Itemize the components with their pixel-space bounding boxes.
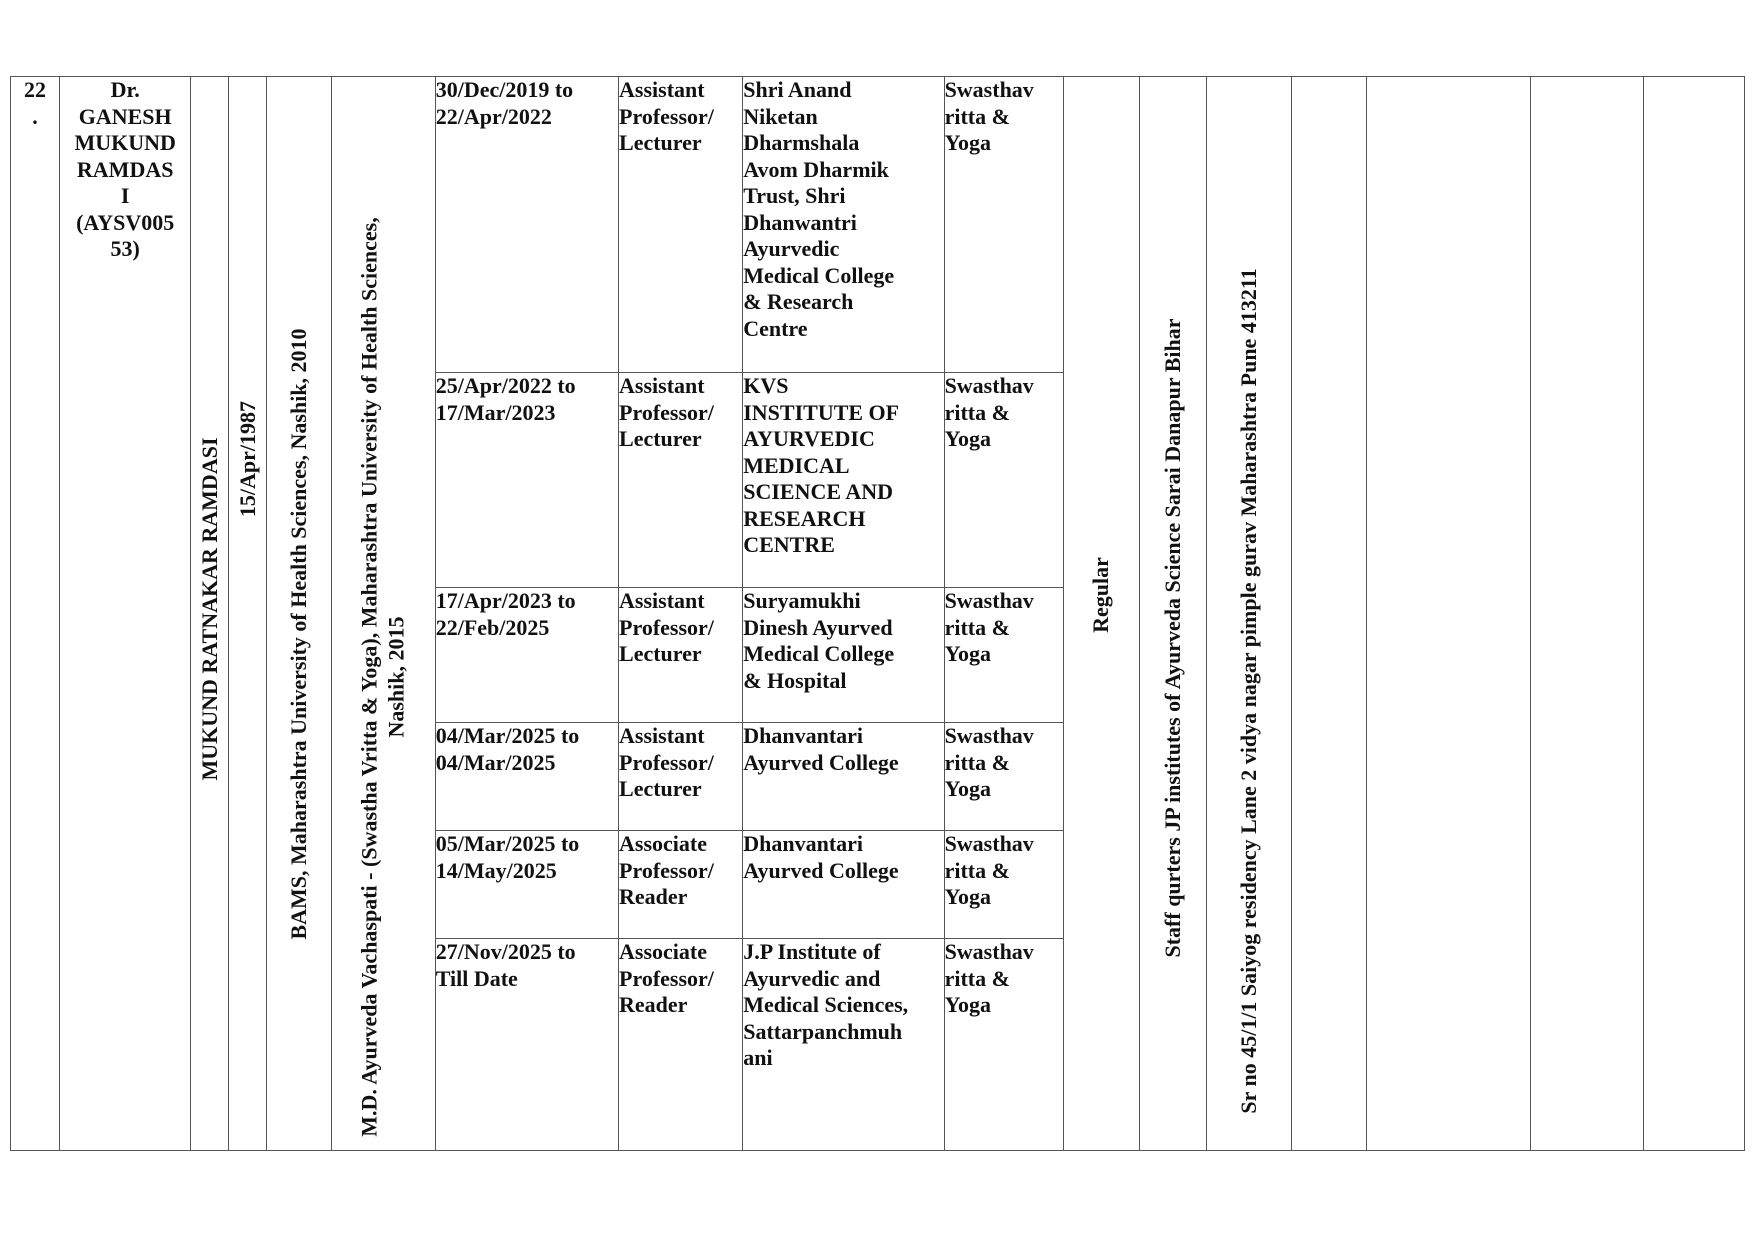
- college-line: Sattarpanchmuh: [743, 1018, 903, 1044]
- college-cell: [743, 831, 944, 939]
- period-from: 05/Mar/2025 to: [435, 831, 580, 856]
- date-of-birth: 15/Apr/1987: [234, 400, 260, 517]
- empty-cell: [1292, 77, 1367, 1151]
- empty-cell: [1367, 77, 1530, 1151]
- period-from: 17/Apr/2023 to: [435, 588, 576, 613]
- college-cell: [743, 373, 944, 588]
- college-line: Avom Dharmik: [743, 156, 889, 182]
- appointment-type-cell: [1063, 77, 1139, 1151]
- period-cell: [435, 831, 618, 939]
- college-line: Shri Anand: [743, 77, 852, 102]
- college-line: Medical College: [743, 262, 895, 288]
- college-cell: [743, 723, 944, 831]
- college-line: SCIENCE AND: [743, 479, 893, 504]
- college-line: Dhanvantari: [743, 831, 864, 856]
- college-line: Trust, Shri: [743, 183, 846, 208]
- pg-qualification-cell: [331, 77, 435, 1151]
- designation-line: Professor/: [619, 103, 714, 129]
- present-address: Staff qurters JP institutes of Ayurveda Science Sarai Danapur Bihar: [1159, 317, 1185, 958]
- period-cell: [435, 373, 618, 588]
- college-line: J.P Institute of: [743, 939, 881, 964]
- ug-qualification: BAMS, Maharashtra University of Health Sciences, Nashik, 2010: [285, 327, 311, 940]
- permanent-address-cell: [1207, 77, 1292, 1151]
- designation-line: Assistant: [619, 77, 705, 102]
- department-cell: [944, 373, 1063, 588]
- designation-line: Reader: [619, 992, 688, 1017]
- department-line: Yoga: [944, 992, 992, 1017]
- serial-number-cell: [11, 77, 60, 1151]
- college-line: & Research: [743, 289, 854, 314]
- period-cell: [435, 77, 618, 373]
- designation-cell: [619, 588, 743, 723]
- designation-line: Professor/: [619, 749, 714, 775]
- college-line: Medical Sciences,: [743, 992, 909, 1017]
- permanent-address: Sr no 45/1/1 Saiyog residency Lane 2 vidya nagar pimple gurav Maharashtra Pune 413211: [1235, 267, 1261, 1114]
- department-line: Swasthav: [944, 373, 1034, 398]
- experience-row: [11, 77, 1745, 373]
- college-line: Suryamukhi: [743, 588, 861, 613]
- period-to: 14/May/2025: [435, 857, 557, 883]
- designation-line: Assistant: [619, 723, 705, 748]
- designation-line: Lecturer: [619, 426, 702, 451]
- designation-cell: [619, 723, 743, 831]
- period-to: 22/Apr/2022: [435, 103, 552, 129]
- name-line: Dr.: [110, 77, 140, 102]
- college-cell: [743, 77, 944, 373]
- period-cell: [435, 723, 618, 831]
- college-line: Ayurvedic: [743, 236, 840, 261]
- period-to: 17/Mar/2023: [435, 399, 556, 425]
- college-line: Dhanwantri: [743, 209, 857, 235]
- college-line: Centre: [743, 315, 808, 341]
- department-line: Yoga: [944, 884, 992, 909]
- college-line: & Hospital: [743, 667, 847, 693]
- department-line: Swasthav: [944, 723, 1034, 748]
- period-cell: [435, 588, 618, 723]
- father-name: MUKUND RATNAKAR RAMDASI: [196, 436, 222, 781]
- college-line: RESEARCH: [743, 505, 866, 531]
- pg-qualification-line: Nashik, 2015: [383, 615, 409, 738]
- period-from: 25/Apr/2022 to: [435, 373, 576, 398]
- college-line: ani: [743, 1045, 773, 1070]
- designation-cell: [619, 77, 743, 373]
- college-line: AYURVEDIC: [743, 426, 875, 451]
- pg-qualification: [357, 177, 410, 1177]
- department-line: Yoga: [944, 130, 992, 155]
- empty-cell: [1530, 77, 1643, 1151]
- name-line: GANESH: [78, 103, 172, 129]
- department-cell: [944, 831, 1063, 939]
- department-line: Swasthav: [944, 939, 1034, 964]
- period-to: 04/Mar/2025: [435, 749, 556, 775]
- designation-line: Professor/: [619, 614, 714, 640]
- college-line: Dharmshala: [743, 130, 860, 155]
- designation-line: Reader: [619, 884, 688, 909]
- department-line: ritta &: [944, 614, 1010, 640]
- pg-qualification-line: M.D. Ayurveda Vachaspati - (Swastha Vritta & Yoga), Maharashtra University of Health Sciences,: [356, 216, 382, 1137]
- college-line: Niketan: [743, 103, 818, 129]
- designation-cell: [619, 373, 743, 588]
- college-line: KVS: [743, 373, 789, 398]
- department-cell: [944, 723, 1063, 831]
- department-line: Yoga: [944, 426, 992, 451]
- department-line: ritta &: [944, 103, 1010, 129]
- college-line: Dhanvantari: [743, 723, 864, 748]
- designation-line: Lecturer: [619, 130, 702, 155]
- designation-line: Assistant: [619, 373, 705, 398]
- appointment-type: Regular: [1088, 556, 1114, 633]
- department-line: ritta &: [944, 965, 1010, 991]
- present-address-cell: [1139, 77, 1206, 1151]
- period-from: 27/Nov/2025 to: [435, 939, 576, 964]
- empty-cell: [1643, 77, 1744, 1151]
- designation-line: Lecturer: [619, 641, 702, 666]
- college-cell: [743, 588, 944, 723]
- department-cell: [944, 588, 1063, 723]
- designation-line: Assistant: [619, 588, 705, 613]
- period-from: 30/Dec/2019 to: [435, 77, 574, 102]
- name-line: (AYSV005: [76, 209, 175, 235]
- college-line: INSTITUTE OF: [743, 399, 900, 425]
- department-line: Swasthav: [944, 831, 1034, 856]
- father-name-cell: [191, 77, 229, 1151]
- designation-cell: [619, 831, 743, 939]
- designation-line: Professor/: [619, 857, 714, 883]
- college-line: Ayurved College: [743, 749, 899, 775]
- designation-line: Associate: [619, 939, 707, 964]
- college-line: Dinesh Ayurved: [743, 614, 893, 640]
- name-line: 53): [110, 236, 140, 261]
- department-line: Swasthav: [944, 588, 1034, 613]
- dob-cell: [229, 77, 267, 1151]
- designation-line: Associate: [619, 831, 707, 856]
- name-line: RAMDAS: [76, 156, 174, 182]
- college-line: CENTRE: [743, 532, 835, 557]
- department-line: ritta &: [944, 857, 1010, 883]
- department-line: ritta &: [944, 399, 1010, 425]
- serial-suffix: .: [32, 103, 38, 129]
- designation-line: Professor/: [619, 399, 714, 425]
- period-cell: [435, 939, 618, 1151]
- designation-cell: [619, 939, 743, 1151]
- department-line: ritta &: [944, 749, 1010, 775]
- college-line: Ayurved College: [743, 857, 899, 883]
- faculty-record-table: [10, 76, 1745, 1151]
- ug-qualification-cell: [267, 77, 331, 1151]
- department-cell: [944, 939, 1063, 1151]
- department-line: Yoga: [944, 641, 992, 666]
- college-line: MEDICAL: [743, 452, 850, 478]
- designation-line: Professor/: [619, 965, 714, 991]
- period-to: Till Date: [435, 965, 518, 991]
- college-line: Medical College: [743, 641, 895, 666]
- serial-number: 22: [24, 77, 47, 102]
- department-cell: [944, 77, 1063, 373]
- name-line: MUKUND: [74, 130, 176, 155]
- college-line: Ayurvedic and: [743, 965, 881, 991]
- department-line: Swasthav: [944, 77, 1034, 102]
- period-to: 22/Feb/2025: [435, 614, 550, 640]
- designation-line: Lecturer: [619, 776, 702, 801]
- faculty-name-cell: [60, 77, 191, 1151]
- name-line: I: [120, 183, 130, 208]
- college-cell: [743, 939, 944, 1151]
- period-from: 04/Mar/2025 to: [435, 723, 580, 748]
- department-line: Yoga: [944, 776, 992, 801]
